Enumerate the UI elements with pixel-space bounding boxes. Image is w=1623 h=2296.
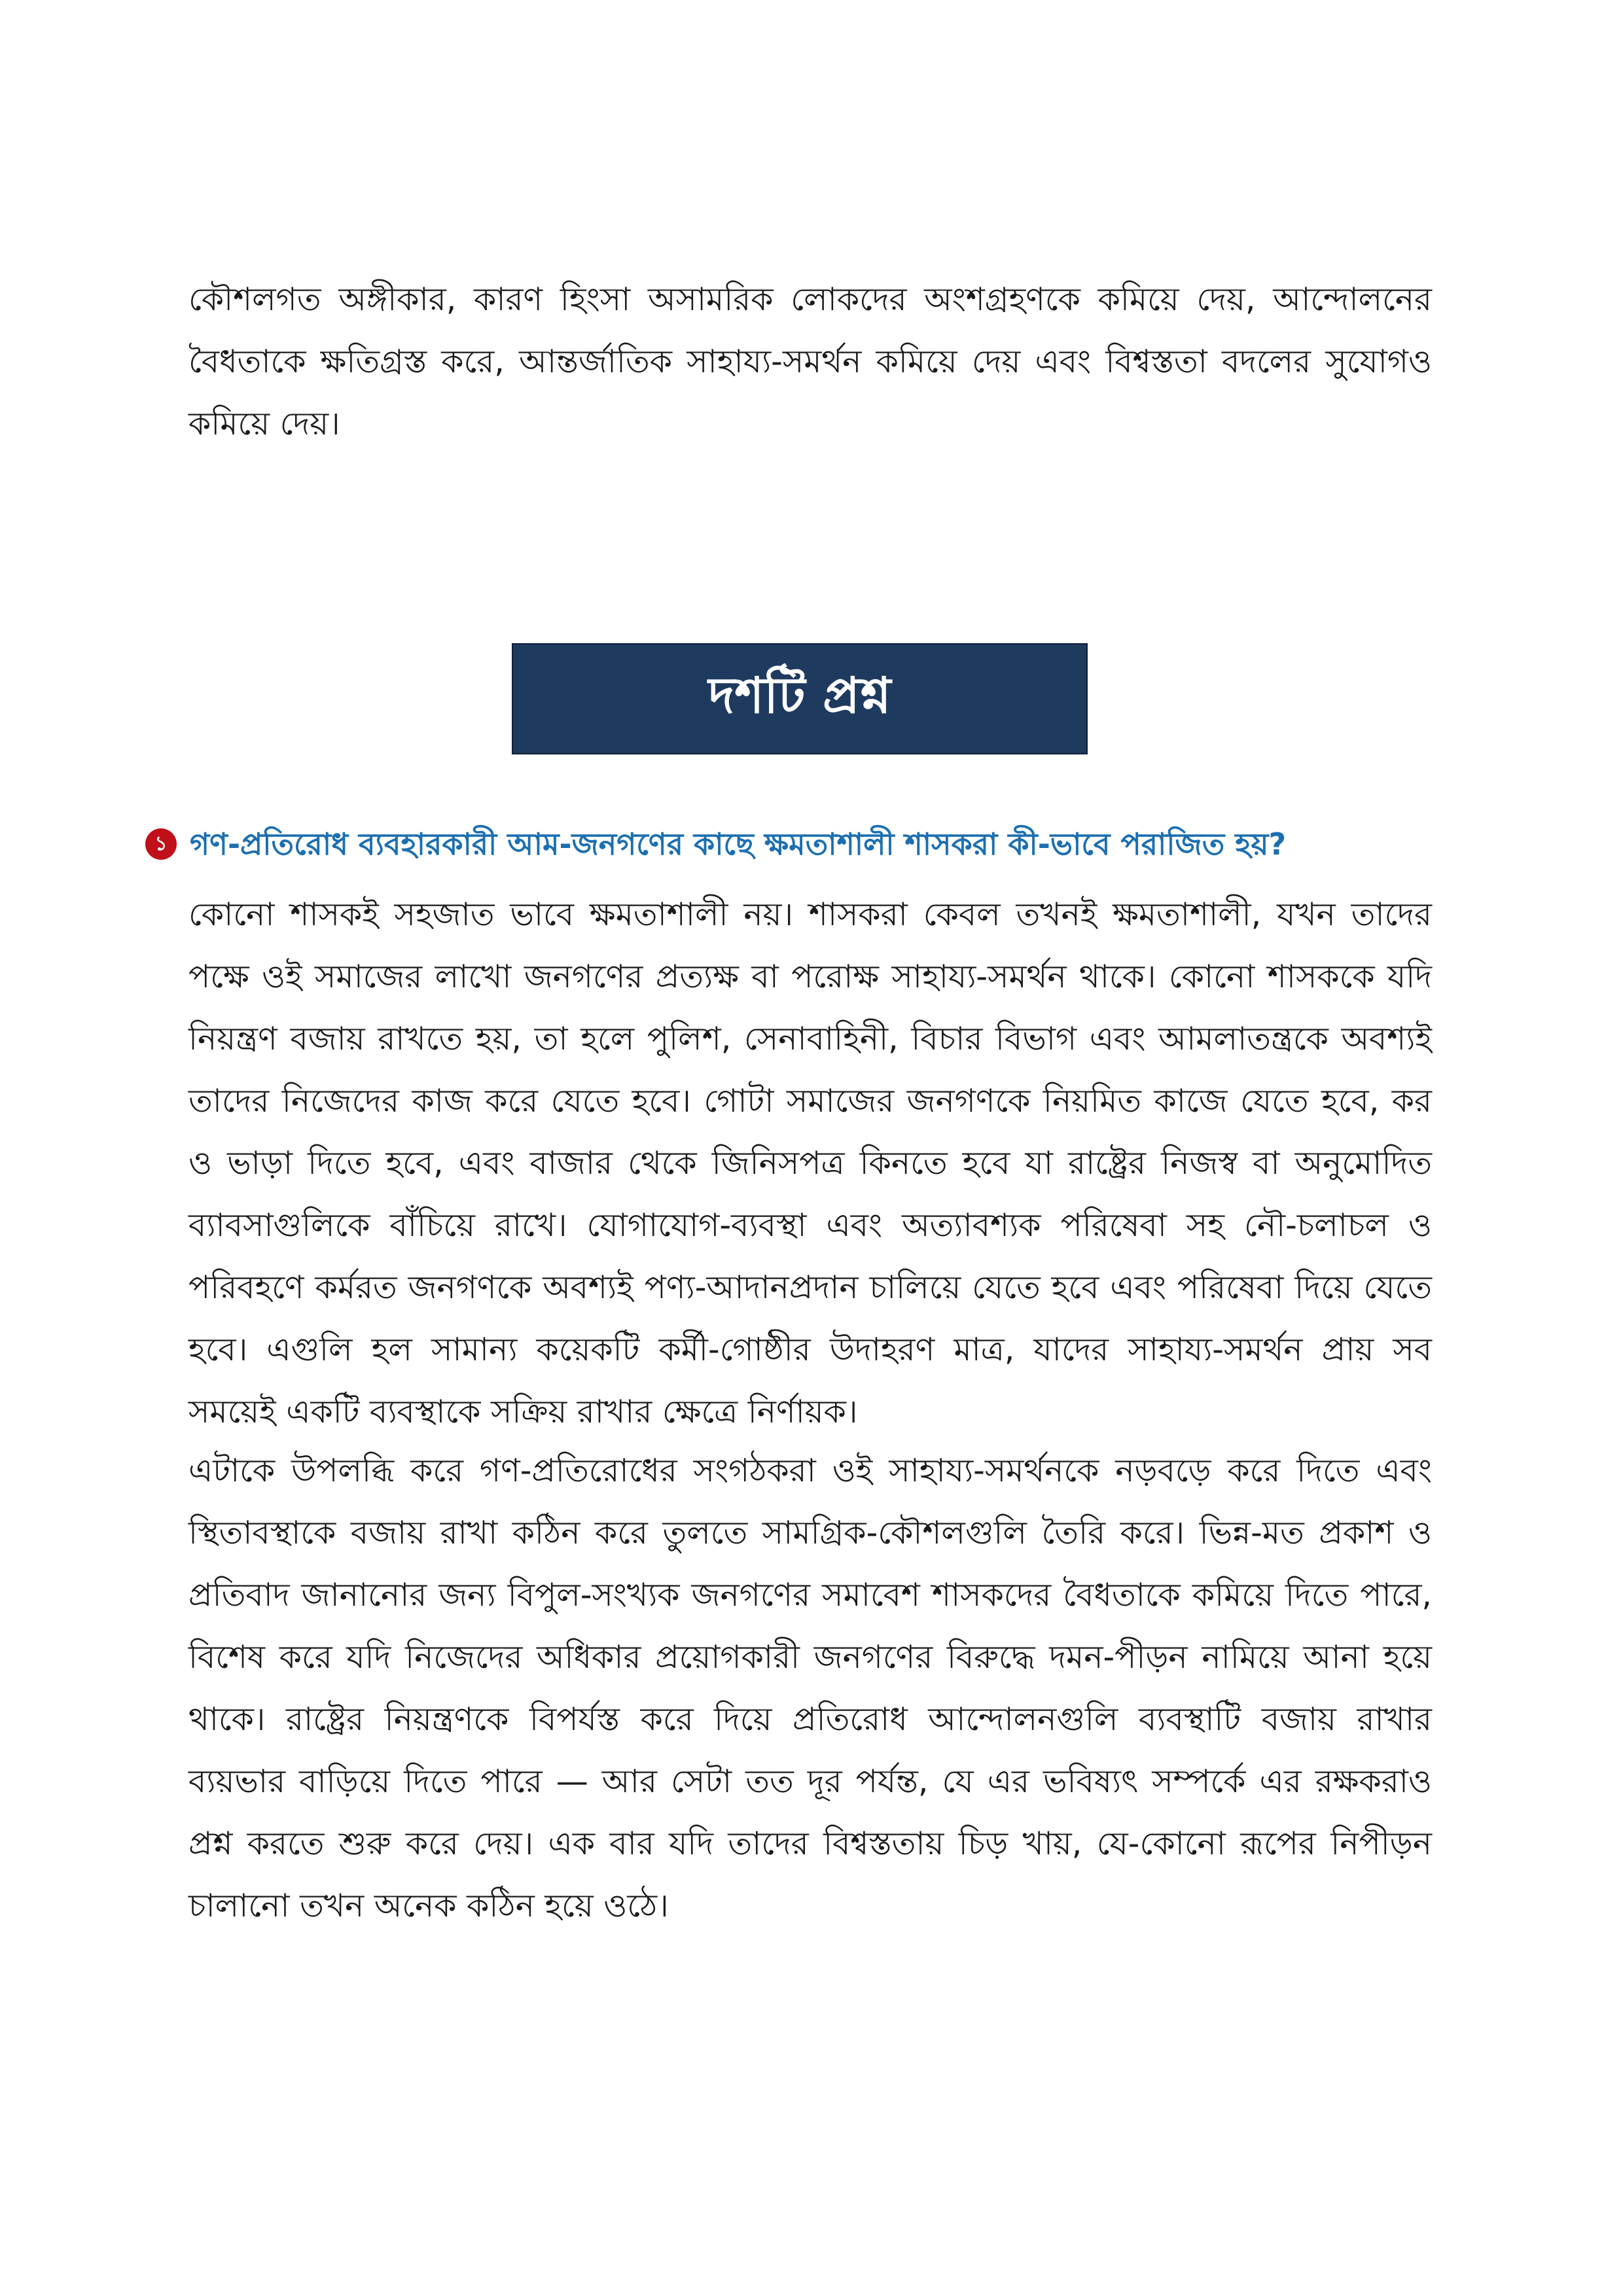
- question-number-badge: ১: [145, 828, 177, 860]
- question-text: গণ-প্রতিরোধ ব্যবহারকারী আম-জনগণের কাছে ক্ষমতাশালী শাসকরা কী-ভাবে পরাজিত হয়?: [190, 826, 1287, 862]
- section-title-box: [512, 643, 1088, 754]
- answer-paragraph-1: কোনো শাসকই সহজাত ভাবে ক্ষমতাশালী নয়। শাসকরা কেবল তখনই ক্ষমতাশালী, যখন তাদের পক্ষে ওই সমাজের লাখো জনগণের প্রত্যক্ষ বা পরোক্ষ সাহায্য-সমর্থন থাকে। কোনো শাসককে যদি নিয়ন্ত্রণ বজায় রাখতে হয়, তা হলে পুলিশ, সেনাবাহিনী, বিচার বিভাগ এবং আমলাতন্ত্রকে অবশ্যই তাদের নিজেদের কাজ করে যেতে হবে। গোটা সমাজের জনগণকে নিয়মিত কাজে যেতে হবে, কর ও ভাড়া দিতে হবে, এবং বাজার থেকে জিনিসপত্র কিনতে হবে যা রাষ্ট্রের নিজস্ব বা অনুমোদিত ব্যাবসাগুলিকে বাঁচিয়ে রাখে। যোগাযোগ-ব্যবস্থা এবং অত্যাবশ্যক পরিষেবা সহ নৌ-চলাচল ও পরিবহণে কর্মরত জনগণকে অবশ্যই পণ্য-আদানপ্রদান চালিয়ে যেতে হবে এবং পরিষেবা দিয়ে যেতে হবে। এগুলি হল সামান্য কয়েকটি কর্মী-গোষ্ঠীর উদাহরণ মাত্র, যাদের সাহায্য-সমর্থন প্রায় সব সময়েই একটি ব্যবস্থাকে সক্রিয় রাখার ক্ষেত্রে নির্ণায়ক।: [188, 896, 1432, 1430]
- answer-paragraph-2: এটাকে উপলব্ধি করে গণ-প্রতিরোধের সংগঠকরা ওই সাহায্য-সমর্থনকে নড়বড়ে করে দিতে এবং স্থিতাবস্থাকে বজায় রাখা কঠিন করে তুলতে সামগ্রিক-কৌশলগুলি তৈরি করে। ভিন্ন-মত প্রকাশ ও প্রতিবাদ জানানোর জন্য বিপুল-সংখ্যক জনগণের সমাবেশ শাসকদের বৈধতাকে কমিয়ে দিতে পারে, বিশেষ করে যদি নিজেদের অধিকার প্রয়োগকারী জনগণের বিরুদ্ধে দমন-পীড়ন নামিয়ে আনা হয়ে থাকে। রাষ্ট্রের নিয়ন্ত্রণকে বিপর্যস্ত করে দিয়ে প্রতিরোধ আন্দোলনগুলি ব্যবস্থাটি বজায় রাখার ব্যয়ভার বাড়িয়ে দিতে পারে — আর সেটা তত দূর পর্যন্ত, যে এর ভবিষ্যৎ সম্পর্কে এর রক্ষকরাও প্রশ্ন করতে শুরু করে দেয়। এক বার যদি তাদের বিশ্বস্ততায় চিড় খায়, যে-কোনো রূপের নিপীড়ন চালানো তখন অনেক কঠিন হয়ে ওঠে।: [188, 1452, 1432, 1924]
- section-title: দশটি প্রশ্ন: [708, 665, 891, 724]
- question-heading: [145, 821, 1454, 867]
- intro-paragraph: কৌশলগত অঙ্গীকার, কারণ হিংসা অসামরিক লোকদের অংশগ্রহণকে কমিয়ে দেয়, আন্দোলনের বৈধতাকে ক্ষতিগ্রস্ত করে, আন্তর্জাতিক সাহায্য-সমর্থন কমিয়ে দেয় এবং বিশ্বস্ততা বদলের সুযোগও কমিয়ে দেয়।: [188, 281, 1432, 442]
